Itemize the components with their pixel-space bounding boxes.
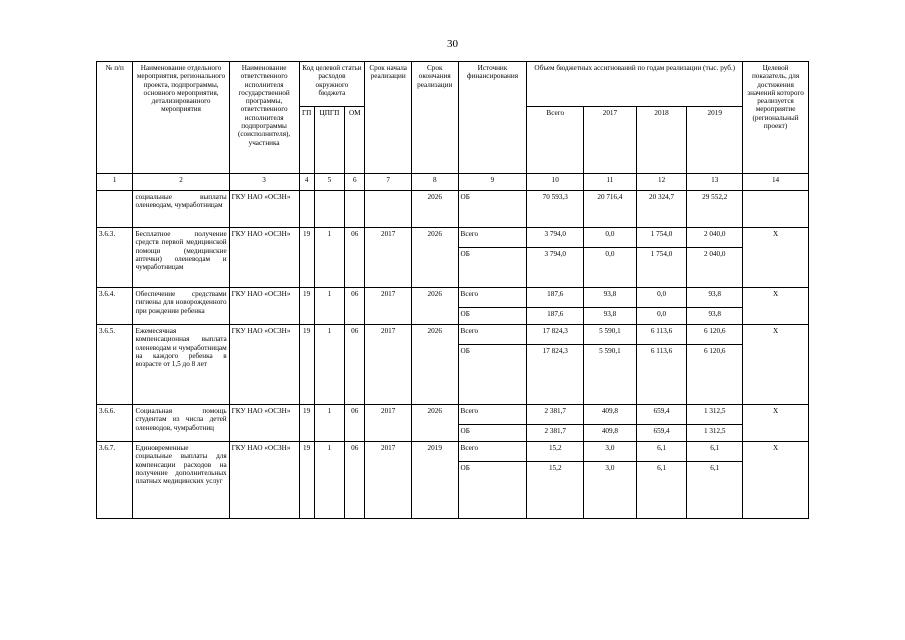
row-2017: 3,0 bbox=[584, 442, 637, 462]
column-number: 9 bbox=[458, 174, 527, 191]
row-start: 2017 bbox=[365, 288, 412, 325]
row-target: X bbox=[743, 405, 809, 442]
row-2017: 0,0 bbox=[584, 248, 637, 288]
row-gp: 19 bbox=[299, 325, 314, 405]
row-start: 2017 bbox=[365, 442, 412, 519]
cont-gp bbox=[299, 191, 314, 228]
row-source: Всего bbox=[458, 228, 527, 248]
row-source: Всего bbox=[458, 442, 527, 462]
column-number: 3 bbox=[229, 174, 299, 191]
row-2018: 1 754,0 bbox=[636, 228, 687, 248]
row-executor: ГКУ НАО «ОСЗН» bbox=[229, 325, 299, 405]
row-total: 15,2 bbox=[527, 462, 584, 519]
row-2017: 5 590,1 bbox=[584, 325, 637, 345]
row-gp: 19 bbox=[299, 405, 314, 442]
row-executor: ГКУ НАО «ОСЗН» bbox=[229, 442, 299, 519]
header-target: Целевой показатель, для достижения значений которого реализуется мероприятие (региональный проект) bbox=[743, 62, 809, 174]
header-cpgp: ЦПГП bbox=[314, 107, 344, 174]
header-volume: Объем бюджетных ассигнований по годам реализации (тыс. руб.) bbox=[527, 62, 743, 107]
row-executor: ГКУ НАО «ОСЗН» bbox=[229, 405, 299, 442]
header-2017: 2017 bbox=[584, 107, 637, 174]
row-2019: 6,1 bbox=[687, 442, 743, 462]
column-number: 13 bbox=[687, 174, 743, 191]
budget-table bbox=[96, 61, 809, 519]
row-cpgp: 1 bbox=[314, 288, 344, 325]
cont-end: 2026 bbox=[411, 191, 458, 228]
column-number: 1 bbox=[97, 174, 133, 191]
row-2019: 1 312,5 bbox=[687, 425, 743, 442]
column-number: 14 bbox=[743, 174, 809, 191]
row-total: 15,2 bbox=[527, 442, 584, 462]
cont-cpgp bbox=[314, 191, 344, 228]
row-2018: 6 113,6 bbox=[636, 345, 687, 405]
column-number: 6 bbox=[345, 174, 365, 191]
row-2019: 6 120,6 bbox=[687, 325, 743, 345]
row-end: 2019 bbox=[411, 442, 458, 519]
row-source: Всего bbox=[458, 288, 527, 308]
row-2018: 0,0 bbox=[636, 288, 687, 308]
table-row bbox=[97, 442, 809, 462]
row-executor: ГКУ НАО «ОСЗН» bbox=[229, 288, 299, 325]
row-om: 06 bbox=[345, 288, 365, 325]
cont-executor: ГКУ НАО «ОСЗН» bbox=[229, 191, 299, 228]
row-end: 2026 bbox=[411, 228, 458, 288]
row-2019: 93,8 bbox=[687, 308, 743, 325]
cont-source: ОБ bbox=[458, 191, 527, 228]
cont-om bbox=[345, 191, 365, 228]
table-row bbox=[97, 228, 809, 248]
header-end: Срок окончания реализации bbox=[411, 62, 458, 174]
header-total: Всего bbox=[527, 107, 584, 174]
row-num: 3.6.7. bbox=[97, 442, 133, 519]
row-2018: 659,4 bbox=[636, 425, 687, 442]
row-total: 3 794,0 bbox=[527, 248, 584, 288]
row-total: 187,6 bbox=[527, 288, 584, 308]
cont-name: социальные выплаты оленеводам, чумработницам bbox=[133, 191, 229, 228]
column-number: 8 bbox=[411, 174, 458, 191]
row-total: 2 381,7 bbox=[527, 405, 584, 425]
cont-2017: 20 716,4 bbox=[584, 191, 637, 228]
cont-start bbox=[365, 191, 412, 228]
row-om: 06 bbox=[345, 325, 365, 405]
column-number: 10 bbox=[527, 174, 584, 191]
row-start: 2017 bbox=[365, 228, 412, 288]
column-number: 11 bbox=[584, 174, 637, 191]
row-2019: 2 040,0 bbox=[687, 228, 743, 248]
header-om: ОМ bbox=[345, 107, 365, 174]
header-2019: 2019 bbox=[687, 107, 743, 174]
row-2018: 659,4 bbox=[636, 405, 687, 425]
header-start: Срок начала реализации bbox=[365, 62, 412, 174]
row-om: 06 bbox=[345, 405, 365, 442]
row-end: 2026 bbox=[411, 405, 458, 442]
header-budget-code: Код целевой статьи расходов окружного бюджета bbox=[299, 62, 365, 107]
row-name: Бесплатное получение средств первой медицинской помощи (медицинские аптечки) оленеводам и чумработницам bbox=[133, 228, 229, 288]
row-gp: 19 bbox=[299, 228, 314, 288]
row-source: Всего bbox=[458, 325, 527, 345]
page-number: 30 bbox=[447, 38, 458, 50]
row-target: X bbox=[743, 288, 809, 325]
table-row bbox=[97, 325, 809, 345]
row-2019: 6 120,6 bbox=[687, 345, 743, 405]
row-2017: 0,0 bbox=[584, 228, 637, 248]
row-2018: 0,0 bbox=[636, 308, 687, 325]
row-2017: 5 590,1 bbox=[584, 345, 637, 405]
row-num: 3.6.6. bbox=[97, 405, 133, 442]
header-row-1 bbox=[97, 62, 809, 107]
row-2017: 409,8 bbox=[584, 405, 637, 425]
row-2017: 93,8 bbox=[584, 288, 637, 308]
header-gp: ГП bbox=[299, 107, 314, 174]
table-row bbox=[97, 405, 809, 425]
row-source: ОБ bbox=[458, 308, 527, 325]
cont-2018: 20 324,7 bbox=[636, 191, 687, 228]
row-total: 187,6 bbox=[527, 308, 584, 325]
row-name: Единовременные социальные выплаты для компенсации расходов на получение дополнительных платных медицинских услуг bbox=[133, 442, 229, 519]
row-source: ОБ bbox=[458, 345, 527, 405]
row-start: 2017 bbox=[365, 405, 412, 442]
header-source: Источник финансирования bbox=[458, 62, 527, 174]
row-2019: 93,8 bbox=[687, 288, 743, 308]
row-2017: 93,8 bbox=[584, 308, 637, 325]
row-2018: 6,1 bbox=[636, 442, 687, 462]
table-row bbox=[97, 288, 809, 308]
column-numbers-row bbox=[97, 174, 809, 191]
row-source: ОБ bbox=[458, 425, 527, 442]
row-end: 2026 bbox=[411, 288, 458, 325]
row-start: 2017 bbox=[365, 325, 412, 405]
row-2017: 409,8 bbox=[584, 425, 637, 442]
continuation-row bbox=[97, 191, 809, 228]
header-2018: 2018 bbox=[636, 107, 687, 174]
row-2018: 6,1 bbox=[636, 462, 687, 519]
header-name: Наименование отдельного мероприятия, регионального проекта, подпрограммы, основного мероприятия, детализированного мероприятия bbox=[133, 62, 229, 174]
row-target: X bbox=[743, 325, 809, 405]
column-number: 4 bbox=[299, 174, 314, 191]
row-cpgp: 1 bbox=[314, 325, 344, 405]
column-number: 2 bbox=[133, 174, 229, 191]
row-total: 17 824,3 bbox=[527, 325, 584, 345]
row-2019: 6,1 bbox=[687, 462, 743, 519]
row-2018: 1 754,0 bbox=[636, 248, 687, 288]
cont-total: 70 593,3 bbox=[527, 191, 584, 228]
row-target: X bbox=[743, 442, 809, 519]
row-gp: 19 bbox=[299, 442, 314, 519]
row-executor: ГКУ НАО «ОСЗН» bbox=[229, 228, 299, 288]
row-gp: 19 bbox=[299, 288, 314, 325]
row-total: 17 824,3 bbox=[527, 345, 584, 405]
column-number: 7 bbox=[365, 174, 412, 191]
cont-num bbox=[97, 191, 133, 228]
cont-target bbox=[743, 191, 809, 228]
row-total: 3 794,0 bbox=[527, 228, 584, 248]
row-name: Обеспечение средствами гигиены для новорожденного при рождении ребенка bbox=[133, 288, 229, 325]
header-num: № п/п bbox=[97, 62, 133, 174]
row-num: 3.6.4. bbox=[97, 288, 133, 325]
row-name: Ежемесячная компенсационная выплата оленеводам и чумработницам на каждого ребенка в возрасте от 1,5 до 8 лет bbox=[133, 325, 229, 405]
row-source: Всего bbox=[458, 405, 527, 425]
row-name: Социальная помощь студентам из числа детей оленеводов, чумработниц bbox=[133, 405, 229, 442]
row-cpgp: 1 bbox=[314, 442, 344, 519]
row-2019: 2 040,0 bbox=[687, 248, 743, 288]
row-num: 3.6.5. bbox=[97, 325, 133, 405]
row-2017: 3,0 bbox=[584, 462, 637, 519]
row-cpgp: 1 bbox=[314, 228, 344, 288]
row-target: X bbox=[743, 228, 809, 288]
row-2018: 6 113,6 bbox=[636, 325, 687, 345]
row-om: 06 bbox=[345, 442, 365, 519]
row-num: 3.6.3. bbox=[97, 228, 133, 288]
column-number: 5 bbox=[314, 174, 344, 191]
header-executor: Наименование ответственного исполнителя государственной программы, ответственного исполнителя подпрограммы (соисполнителя), участника bbox=[229, 62, 299, 174]
column-number: 12 bbox=[636, 174, 687, 191]
row-cpgp: 1 bbox=[314, 405, 344, 442]
cont-2019: 29 552,2 bbox=[687, 191, 743, 228]
row-source: ОБ bbox=[458, 462, 527, 519]
row-om: 06 bbox=[345, 228, 365, 288]
row-total: 2 381,7 bbox=[527, 425, 584, 442]
row-source: ОБ bbox=[458, 248, 527, 288]
row-end: 2026 bbox=[411, 325, 458, 405]
row-2019: 1 312,5 bbox=[687, 405, 743, 425]
